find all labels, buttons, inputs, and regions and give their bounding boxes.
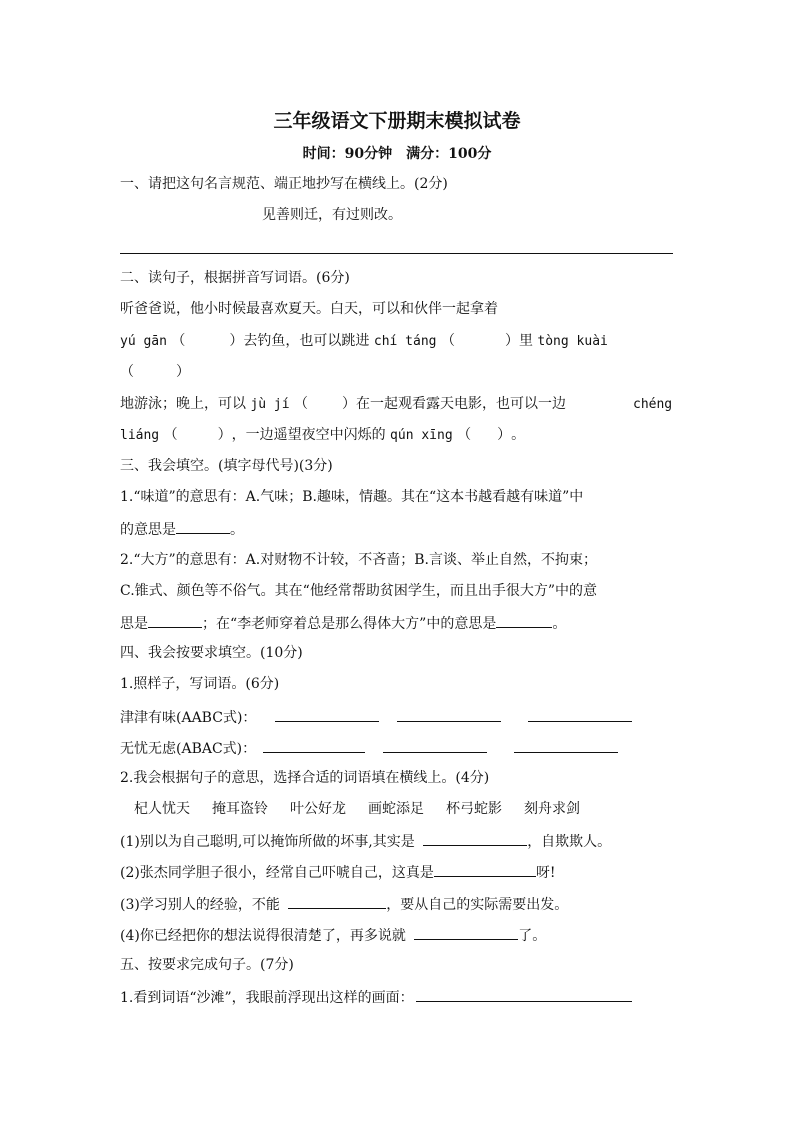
- pattern-aabc-row: [120, 706, 632, 728]
- section4-sub1: 1.照样子，写词语。(6分): [120, 676, 280, 692]
- answer-blank-3-3[interactable]: [496, 612, 552, 628]
- answer-box-2[interactable]: （ ）: [440, 333, 519, 349]
- section1-heading: 一、请把这句名言规范、端正地抄写在横线上。(2分): [120, 176, 448, 192]
- section3-q2-line3: [120, 612, 566, 634]
- section4-q1: [120, 830, 611, 852]
- pinyin-yugan: yú gān: [120, 334, 167, 349]
- idiom-blank-2[interactable]: [434, 861, 536, 877]
- answer-blank-3-2[interactable]: [148, 612, 202, 628]
- abac-blank-2[interactable]: [383, 737, 487, 753]
- answer-blank-3-1[interactable]: [176, 518, 230, 534]
- section4-q3-text: (3)学习别人的经验，不能: [120, 897, 280, 913]
- idiom-blank-4[interactable]: [414, 924, 518, 940]
- idiom-option: 刻舟求剑: [524, 801, 580, 817]
- idiom-option: 画蛇添足: [368, 801, 424, 817]
- section3-q2-text2: ；在“李老师穿着总是那么得体大方”中的意思是: [202, 616, 497, 632]
- section2-line3: [120, 362, 190, 382]
- pinyin-qunxing: qún xīng: [390, 428, 453, 443]
- section3-q1-line2: [120, 518, 244, 540]
- section4-q3: [120, 893, 568, 915]
- section2-text5: ，一边遥望夜空中闪烁的: [231, 427, 386, 443]
- section5-q1-blank[interactable]: [416, 986, 632, 1002]
- section3-q1-line1: 1.“味道”的意思有：A.气味；B.趣味，情趣。其在“这本书越看越有味道”中: [120, 489, 584, 505]
- section5-q1: [120, 986, 632, 1008]
- section4-heading: 四、我会按要求填空。(10分): [120, 645, 303, 661]
- idiom-options: [134, 799, 580, 819]
- section3-q2-text1: 思是: [120, 616, 148, 632]
- idiom-option: 掩耳盗铃: [212, 801, 268, 817]
- section3-q2-line1: 2.“大方”的意思有：A.对财物不计较，不吝啬；B.言谈、举止自然，不拘束；: [120, 552, 597, 568]
- section2-line5: liáng （ ），一边遥望夜空中闪烁的 qún xīng （ ）。: [120, 427, 526, 443]
- section3-heading: 三、我会填空。(填字母代号)(3分): [120, 458, 333, 474]
- section2-heading: 二、读句子，根据拼音写词语。(6分): [120, 270, 350, 286]
- section2-text3: 地游泳；晚上，可以: [120, 396, 246, 412]
- pattern-aabc-label: 津津有味(AABC式)：: [120, 710, 257, 726]
- section5-q1-text: 1.看到词语“沙滩”，我眼前浮现出这样的画面：: [120, 990, 414, 1006]
- section2-text2: 里: [518, 333, 533, 349]
- section4-q2-end: 呀!: [535, 865, 556, 881]
- exam-subtitle: 时间：90分钟 满分：100分: [302, 146, 492, 162]
- answer-box-3[interactable]: （ ）: [120, 364, 190, 380]
- answer-box-5[interactable]: （ ）: [163, 427, 232, 443]
- section4-q2: [120, 861, 555, 883]
- answer-box-6[interactable]: （ ）: [457, 427, 512, 443]
- idiom-option: 杯弓蛇影: [446, 801, 502, 817]
- idiom-blank-3[interactable]: [288, 893, 386, 909]
- section5-heading: 五、按要求完成句子。(7分): [120, 957, 294, 973]
- aabc-blank-1[interactable]: [275, 706, 379, 722]
- section3-q1-end: 。: [230, 522, 244, 538]
- abac-blank-3[interactable]: [514, 737, 618, 753]
- pinyin-chitang: chí táng: [373, 334, 437, 349]
- idiom-option: 叶公好龙: [290, 801, 346, 817]
- section4-sub2: 2.我会根据句子的意思，选择合适的词语填在横线上。(4分): [120, 770, 490, 786]
- pattern-abac-label: 无忧无虑(ABAC式)：: [120, 741, 257, 757]
- section4-q3-end: ，要从自己的实际需要出发。: [386, 897, 569, 913]
- idiom-option: 杞人忧天: [134, 801, 190, 817]
- section1-quote: 见善则迁，有过则改。: [262, 207, 402, 223]
- section3-q2-end: 。: [552, 616, 567, 632]
- copy-line[interactable]: [120, 253, 673, 254]
- pinyin-juji: jù jí: [250, 397, 290, 412]
- pattern-abac-row: [120, 737, 618, 759]
- section4-q1-end: ，自欺欺人。: [527, 834, 612, 850]
- section2-line2: [120, 331, 608, 352]
- answer-box-4[interactable]: （ ）: [294, 396, 357, 412]
- section2-line1: 听爸爸说，他小时候最喜欢夏天。白天，可以和伙伴一起拿着: [120, 301, 498, 317]
- answer-box-1[interactable]: （ ）: [171, 333, 244, 349]
- abac-blank-1[interactable]: [263, 737, 365, 753]
- section3-q2-line2: C.锥式、颜色等不俗气。其在“他经常帮助贫困学生，而且出手很大方”中的意: [120, 583, 597, 599]
- section4-q2-text: (2)张杰同学胆子很小，经常自己吓唬自己，这真是: [120, 865, 434, 881]
- section4-q4: [120, 924, 546, 946]
- section2-text1: 去钓鱼，也可以跳进: [243, 333, 370, 349]
- aabc-blank-3[interactable]: [528, 706, 632, 722]
- section3-q1-text: 的意思是: [120, 522, 176, 538]
- aabc-blank-2[interactable]: [397, 706, 501, 722]
- pinyin-tongkuai: tòng kuài: [537, 334, 608, 349]
- idiom-blank-1[interactable]: [423, 830, 527, 846]
- section4-q4-text: (4)你已经把你的想法说得很清楚了，再多说就: [120, 928, 406, 944]
- section2-text4: 在一起观看露天电影，也可以一边: [356, 396, 567, 412]
- section4-q1-text: (1)别以为自己聪明,可以掩饰所做的坏事,其实是: [120, 834, 415, 850]
- section4-q4-end: 了。: [518, 928, 547, 944]
- section2-text6: 。: [511, 427, 526, 443]
- exam-title: 三年级语文下册期末模拟试卷: [273, 110, 521, 132]
- pinyin-chengliang-a: chéng: [633, 397, 673, 412]
- section2-line4: [120, 394, 566, 415]
